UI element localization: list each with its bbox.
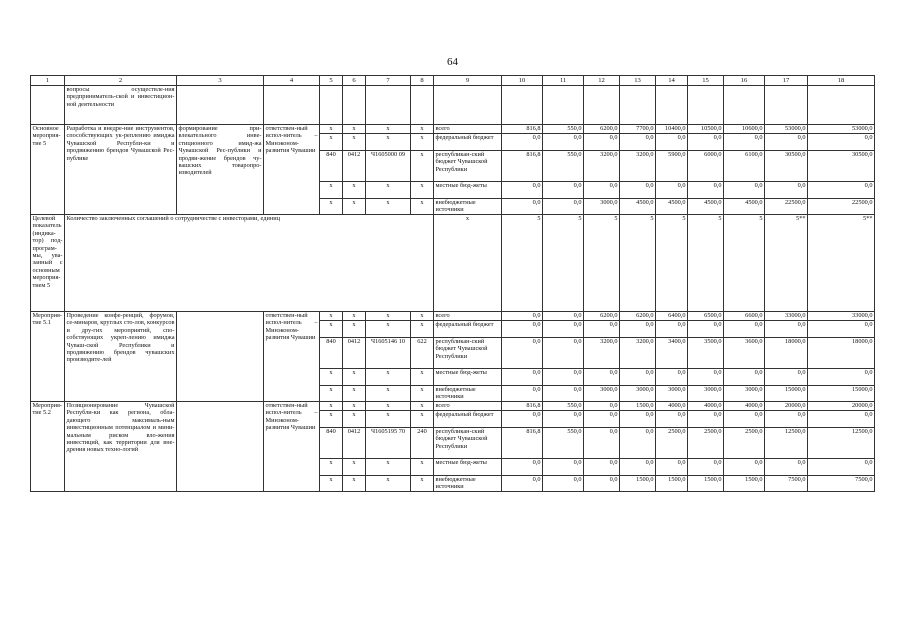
target-article-code: x — [366, 386, 411, 402]
amount-cell: 3500,0 — [688, 338, 724, 369]
amount-cell: 0,0 — [765, 321, 808, 338]
column-number-3: 3 — [177, 76, 264, 86]
amount-cell: 4000,0 — [656, 402, 688, 411]
funding-source: внебюджетные источники — [434, 386, 502, 402]
amount-cell: 0,0 — [688, 134, 724, 151]
amount-cell: 0,0 — [688, 321, 724, 338]
section-code: x — [343, 134, 366, 151]
cont-col8 — [411, 86, 434, 125]
column-number-18: 18 — [808, 76, 875, 86]
amount-cell: 6200,0 — [620, 312, 656, 321]
amount-cell: 816,8 — [502, 151, 543, 182]
cont-col1 — [31, 86, 65, 125]
m51-measure-name: Мероприя-тие 5.1 — [31, 312, 65, 402]
section-code: x — [343, 125, 366, 134]
target-article-code: x — [366, 411, 411, 428]
amount-cell: 7500,0 — [765, 476, 808, 492]
grbs-code: x — [320, 476, 343, 492]
amount-cell: 3000,0 — [656, 386, 688, 402]
funding-source: федеральный бюджет — [434, 411, 502, 428]
amount-cell: 0,0 — [808, 459, 875, 476]
amount-cell: 4500,0 — [656, 199, 688, 215]
expense-type-code: x — [411, 459, 434, 476]
amount-cell: 2500,0 — [688, 428, 724, 459]
m51-executor: ответствен-ный испол-нитель – Минэконом-развития Чувашии — [264, 312, 320, 402]
amount-cell: 0,0 — [502, 312, 543, 321]
grbs-code: x — [320, 321, 343, 338]
section-code: x — [343, 386, 366, 402]
amount-cell: 0,0 — [688, 369, 724, 386]
funding-source: республикан-ский бюджет Чувашской Республики — [434, 151, 502, 182]
amount-cell: 53000,0 — [808, 125, 875, 134]
m52-result — [177, 402, 264, 492]
amount-cell: 0,0 — [543, 386, 584, 402]
section-code: x — [343, 411, 366, 428]
cont-col17 — [765, 86, 808, 125]
amount-cell: 0,0 — [620, 321, 656, 338]
amount-cell: 6000,0 — [688, 151, 724, 182]
amount-cell: 0,0 — [724, 134, 765, 151]
amount-cell: 12500,0 — [765, 428, 808, 459]
continuation-row — [31, 86, 875, 125]
column-number-9: 9 — [434, 76, 502, 86]
amount-cell: 3200,0 — [584, 151, 620, 182]
grbs-code: x — [320, 369, 343, 386]
amount-cell: 0,0 — [765, 134, 808, 151]
amount-cell: 0,0 — [724, 182, 765, 199]
funding-source: местные бюд-жеты — [434, 369, 502, 386]
amount-cell: 3400,0 — [656, 338, 688, 369]
section-code: x — [343, 459, 366, 476]
column-number-6: 6 — [343, 76, 366, 86]
amount-cell: 0,0 — [502, 411, 543, 428]
column-number-5: 5 — [320, 76, 343, 86]
amount-cell: 0,0 — [808, 369, 875, 386]
amount-cell: 7500,0 — [808, 476, 875, 492]
amount-cell: 0,0 — [808, 411, 875, 428]
cont-col11 — [543, 86, 584, 125]
m52-executor: ответствен-ный испол-нитель – Минэконом-развития Чувашии — [264, 402, 320, 492]
section-code: x — [343, 199, 366, 215]
target-article-code: x — [366, 476, 411, 492]
amount-cell: 20000,0 — [765, 402, 808, 411]
target-article-code: Ч1605000 09 — [366, 151, 411, 182]
amount-cell: 0,0 — [543, 338, 584, 369]
amount-cell: 30500,0 — [808, 151, 875, 182]
m52-row — [31, 402, 875, 411]
target-value: 5 — [502, 215, 543, 312]
amount-cell: 0,0 — [688, 411, 724, 428]
funding-source: республикан-ский бюджет Чувашской Республики — [434, 338, 502, 369]
main5-description: Разработка и внедре-ние инструментов, способствующих ук-реплению имиджа Чувашской Республи-ки и продвижению брендов Чувашской Рес-публике — [65, 125, 177, 215]
target-value: 5 — [656, 215, 688, 312]
amount-cell: 3600,0 — [724, 338, 765, 369]
funding-source: внебюджетные источники — [434, 476, 502, 492]
amount-cell: 0,0 — [502, 182, 543, 199]
m52-measure-name: Мероприя-тие 5.2 — [31, 402, 65, 492]
cont-text: вопросы осуществле-ния предприниматель-ской и инвестицион-ной деятельности — [65, 86, 177, 125]
grbs-code: x — [320, 411, 343, 428]
target-article-code: x — [366, 369, 411, 386]
section-code: x — [343, 402, 366, 411]
amount-cell: 0,0 — [584, 182, 620, 199]
target-article-code: Ч1605195 70 — [366, 428, 411, 459]
amount-cell: 33000,0 — [765, 312, 808, 321]
target-article-code: x — [366, 182, 411, 199]
amount-cell: 15000,0 — [765, 386, 808, 402]
expense-type-code: x — [411, 411, 434, 428]
amount-cell: 10400,0 — [656, 125, 688, 134]
cont-col5 — [320, 86, 343, 125]
amount-cell: 4500,0 — [620, 199, 656, 215]
expense-type-code: x — [411, 134, 434, 151]
main5-result: формирование при-влекательного инве-стиционного имид-жа Чувашской Рес-публики и продви-жение брендов чу-вашских товаропро-изводителей — [177, 125, 264, 215]
amount-cell: 2500,0 — [724, 428, 765, 459]
cont-col4 — [264, 86, 320, 125]
section-code: x — [343, 321, 366, 338]
cont-col10 — [502, 86, 543, 125]
amount-cell: 0,0 — [656, 321, 688, 338]
column-number-10: 10 — [502, 76, 543, 86]
expense-type-code: x — [411, 386, 434, 402]
expense-type-code: x — [411, 125, 434, 134]
cont-col3 — [177, 86, 264, 125]
funding-source: всего — [434, 312, 502, 321]
amount-cell: 0,0 — [808, 134, 875, 151]
expense-type-code: x — [411, 199, 434, 215]
amount-cell: 0,0 — [584, 369, 620, 386]
target-c9: x — [434, 215, 502, 312]
amount-cell: 550,0 — [543, 151, 584, 182]
expense-type-code: x — [411, 321, 434, 338]
amount-cell: 550,0 — [543, 402, 584, 411]
grbs-code: x — [320, 182, 343, 199]
amount-cell: 0,0 — [656, 369, 688, 386]
amount-cell: 0,0 — [620, 134, 656, 151]
amount-cell: 6500,0 — [688, 312, 724, 321]
column-number-7: 7 — [366, 76, 411, 86]
amount-cell: 1500,0 — [656, 476, 688, 492]
section-code: x — [343, 476, 366, 492]
column-number-1: 1 — [31, 76, 65, 86]
grbs-code: x — [320, 459, 343, 476]
amount-cell: 3200,0 — [620, 151, 656, 182]
amount-cell: 0,0 — [620, 182, 656, 199]
amount-cell: 0,0 — [543, 312, 584, 321]
section-code: x — [343, 369, 366, 386]
target-value: 5 — [620, 215, 656, 312]
expense-type-code: 622 — [411, 338, 434, 369]
amount-cell: 1500,0 — [620, 476, 656, 492]
target-value: 5 — [543, 215, 584, 312]
target-article-code: x — [366, 321, 411, 338]
cont-col7 — [366, 86, 411, 125]
m51-result — [177, 312, 264, 402]
main5-executor: ответствен-ный испол-нитель – Минэконом-развития Чувашии — [264, 125, 320, 215]
amount-cell: 4500,0 — [724, 199, 765, 215]
target-value: 5 — [688, 215, 724, 312]
amount-cell: 6400,0 — [656, 312, 688, 321]
amount-cell: 550,0 — [543, 125, 584, 134]
column-number-11: 11 — [543, 76, 584, 86]
grbs-code: 840 — [320, 428, 343, 459]
amount-cell: 15000,0 — [808, 386, 875, 402]
amount-cell: 30500,0 — [765, 151, 808, 182]
m52-description: Позиционирование Чувашской Республи-ки как региона, обла-дающего максималь-ным инвестиционным потенциалом и мини-мальным риском вло-жения инвестиций, как территории для вне-дрения новых техно-логий — [65, 402, 177, 492]
column-number-13: 13 — [620, 76, 656, 86]
amount-cell: 1500,0 — [620, 402, 656, 411]
amount-cell: 0,0 — [543, 411, 584, 428]
cont-col9 — [434, 86, 502, 125]
amount-cell: 0,0 — [620, 411, 656, 428]
section-code: 0412 — [343, 338, 366, 369]
cont-col16 — [724, 86, 765, 125]
target-article-code: Ч1605146 10 — [366, 338, 411, 369]
amount-cell: 3000,0 — [584, 199, 620, 215]
amount-cell: 3000,0 — [724, 386, 765, 402]
grbs-code: x — [320, 199, 343, 215]
grbs-code: x — [320, 125, 343, 134]
amount-cell: 0,0 — [502, 321, 543, 338]
amount-cell: 0,0 — [656, 411, 688, 428]
funding-source: всего — [434, 125, 502, 134]
amount-cell: 0,0 — [656, 134, 688, 151]
amount-cell: 0,0 — [543, 134, 584, 151]
amount-cell: 0,0 — [808, 182, 875, 199]
funding-source: местные бюд-жеты — [434, 459, 502, 476]
amount-cell: 0,0 — [584, 411, 620, 428]
expense-type-code: x — [411, 151, 434, 182]
amount-cell: 7700,0 — [620, 125, 656, 134]
cont-col15 — [688, 86, 724, 125]
expense-type-code: 240 — [411, 428, 434, 459]
expense-type-code: x — [411, 182, 434, 199]
column-number-12: 12 — [584, 76, 620, 86]
amount-cell: 3000,0 — [584, 386, 620, 402]
m51-description: Проведение конфе-ренций, форумов, се-минаров, круглых сто-лов, конкурсов и дру-гих мероприятий, спо-собствующих укреп-лению имиджа Чуваш-ской Республики и продвижению брендов чувашских производите-лей — [65, 312, 177, 402]
amount-cell: 3200,0 — [620, 338, 656, 369]
amount-cell: 4000,0 — [688, 402, 724, 411]
target-indicator-row — [31, 215, 875, 312]
amount-cell: 0,0 — [502, 338, 543, 369]
amount-cell: 0,0 — [584, 428, 620, 459]
amount-cell: 0,0 — [765, 459, 808, 476]
funding-source: федеральный бюджет — [434, 134, 502, 151]
amount-cell: 10600,0 — [724, 125, 765, 134]
amount-cell: 0,0 — [502, 369, 543, 386]
amount-cell: 0,0 — [724, 411, 765, 428]
expense-type-code: x — [411, 402, 434, 411]
amount-cell: 0,0 — [620, 459, 656, 476]
column-number-16: 16 — [724, 76, 765, 86]
amount-cell: 53000,0 — [765, 125, 808, 134]
column-number-15: 15 — [688, 76, 724, 86]
amount-cell: 0,0 — [765, 411, 808, 428]
section-code: 0412 — [343, 428, 366, 459]
amount-cell: 1500,0 — [688, 476, 724, 492]
amount-cell: 0,0 — [688, 182, 724, 199]
amount-cell: 0,0 — [765, 182, 808, 199]
program-table — [30, 75, 875, 492]
funding-source: республикан-ский бюджет Чувашской Республики — [434, 428, 502, 459]
cont-col6 — [343, 86, 366, 125]
amount-cell: 0,0 — [584, 459, 620, 476]
column-number-8: 8 — [411, 76, 434, 86]
page-number: 64 — [447, 56, 458, 68]
amount-cell: 18000,0 — [765, 338, 808, 369]
expense-type-code: x — [411, 312, 434, 321]
main5-row — [31, 125, 875, 134]
amount-cell: 0,0 — [584, 402, 620, 411]
funding-source: федеральный бюджет — [434, 321, 502, 338]
amount-cell: 6600,0 — [724, 312, 765, 321]
grbs-code: x — [320, 134, 343, 151]
amount-cell: 18000,0 — [808, 338, 875, 369]
amount-cell: 0,0 — [543, 476, 584, 492]
amount-cell: 5900,0 — [656, 151, 688, 182]
target-article-code: x — [366, 312, 411, 321]
amount-cell: 6200,0 — [584, 312, 620, 321]
amount-cell: 0,0 — [584, 134, 620, 151]
cont-col18 — [808, 86, 875, 125]
amount-cell: 10500,0 — [688, 125, 724, 134]
amount-cell: 2500,0 — [656, 428, 688, 459]
grbs-code: x — [320, 402, 343, 411]
target-article-code: x — [366, 459, 411, 476]
amount-cell: 22500,0 — [765, 199, 808, 215]
amount-cell: 0,0 — [502, 199, 543, 215]
amount-cell: 0,0 — [724, 369, 765, 386]
amount-cell: 6100,0 — [724, 151, 765, 182]
amount-cell: 22500,0 — [808, 199, 875, 215]
amount-cell: 0,0 — [620, 369, 656, 386]
section-code: 0412 — [343, 151, 366, 182]
cont-col12 — [584, 86, 620, 125]
cont-col14 — [656, 86, 688, 125]
funding-source: местные бюд-жеты — [434, 182, 502, 199]
amount-cell: 0,0 — [724, 321, 765, 338]
amount-cell: 550,0 — [543, 428, 584, 459]
target-value: 5 — [584, 215, 620, 312]
amount-cell: 6200,0 — [584, 125, 620, 134]
column-number-17: 17 — [765, 76, 808, 86]
amount-cell: 0,0 — [620, 428, 656, 459]
expense-type-code: x — [411, 476, 434, 492]
amount-cell: 0,0 — [765, 369, 808, 386]
amount-cell: 816,8 — [502, 125, 543, 134]
target-article-code: x — [366, 134, 411, 151]
amount-cell: 0,0 — [724, 459, 765, 476]
grbs-code: 840 — [320, 338, 343, 369]
amount-cell: 0,0 — [543, 369, 584, 386]
header-row — [31, 76, 875, 86]
section-code: x — [343, 312, 366, 321]
amount-cell: 0,0 — [502, 134, 543, 151]
grbs-code: x — [320, 312, 343, 321]
amount-cell: 1500,0 — [724, 476, 765, 492]
column-number-2: 2 — [65, 76, 177, 86]
amount-cell: 3200,0 — [584, 338, 620, 369]
amount-cell: 816,8 — [502, 402, 543, 411]
amount-cell: 0,0 — [656, 459, 688, 476]
amount-cell: 0,0 — [808, 321, 875, 338]
target-article-code: x — [366, 402, 411, 411]
main5-measure-name: Основное мероприя-тие 5 — [31, 125, 65, 215]
funding-source: внебюджетные источники — [434, 199, 502, 215]
cont-col13 — [620, 86, 656, 125]
amount-cell: 0,0 — [502, 386, 543, 402]
expense-type-code: x — [411, 369, 434, 386]
amount-cell: 816,8 — [502, 428, 543, 459]
amount-cell: 12500,0 — [808, 428, 875, 459]
amount-cell: 4000,0 — [724, 402, 765, 411]
amount-cell: 33000,0 — [808, 312, 875, 321]
target-text: Количество заключенных соглашений о сотрудничестве с инвесторами, единиц — [65, 215, 434, 312]
amount-cell: 0,0 — [584, 476, 620, 492]
column-number-4: 4 — [264, 76, 320, 86]
amount-cell: 0,0 — [584, 321, 620, 338]
grbs-code: 840 — [320, 151, 343, 182]
amount-cell: 4500,0 — [688, 199, 724, 215]
section-code: x — [343, 182, 366, 199]
amount-cell: 3000,0 — [620, 386, 656, 402]
target-article-code: x — [366, 125, 411, 134]
amount-cell: 0,0 — [502, 476, 543, 492]
amount-cell: 0,0 — [543, 321, 584, 338]
target-value: 5** — [765, 215, 808, 312]
target-article-code: x — [366, 199, 411, 215]
target-value: 5** — [808, 215, 875, 312]
amount-cell: 0,0 — [502, 459, 543, 476]
amount-cell: 3000,0 — [688, 386, 724, 402]
amount-cell: 0,0 — [543, 182, 584, 199]
funding-source: всего — [434, 402, 502, 411]
amount-cell: 0,0 — [543, 199, 584, 215]
m51-row — [31, 312, 875, 321]
grbs-code: x — [320, 386, 343, 402]
amount-cell: 20000,0 — [808, 402, 875, 411]
amount-cell: 0,0 — [688, 459, 724, 476]
amount-cell: 0,0 — [656, 182, 688, 199]
amount-cell: 0,0 — [543, 459, 584, 476]
target-label: Целевой показатель (индика-тор) под-програм-мы, ува-занный с основным мероприя-тием 5 — [31, 215, 65, 312]
column-number-14: 14 — [656, 76, 688, 86]
target-value: 5 — [724, 215, 765, 312]
